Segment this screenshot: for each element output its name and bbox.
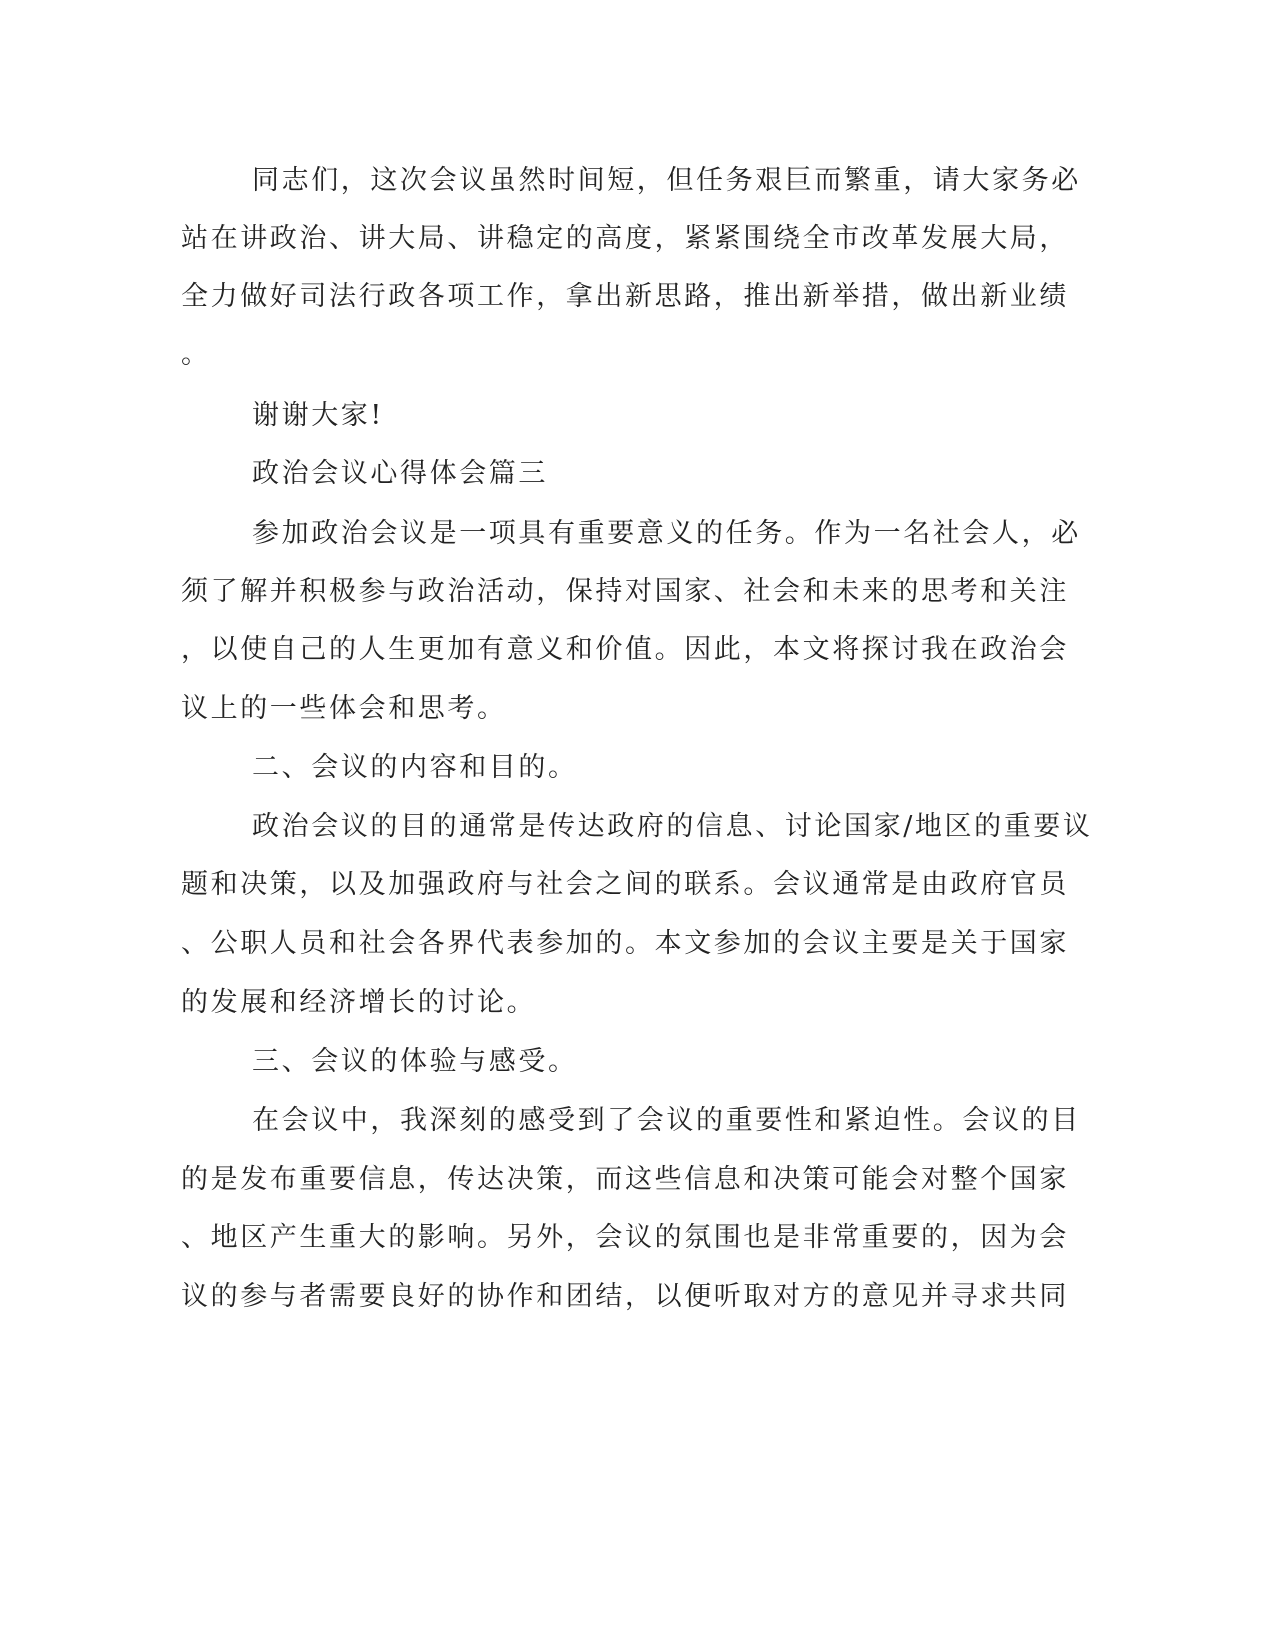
section-heading: 二、会议的内容和目的。	[252, 752, 578, 783]
paragraph-line: 同志们，这次会议虽然时间短，但任务艰巨而繁重，请大家务必	[252, 165, 1081, 196]
paragraph-line: 、公职人员和社会各界代表参加的。本文参加的会议主要是关于国家	[181, 928, 1069, 959]
paragraph-line: 题和决策，以及加强政府与社会之间的联系。会议通常是由政府官员	[181, 869, 1069, 900]
closing-thanks: 谢谢大家!	[252, 400, 384, 431]
paragraph-line: 全力做好司法行政各项工作，拿出新思路，推出新举措，做出新业绩	[181, 281, 1069, 312]
paragraph-line: 站在讲政治、讲大局、讲稳定的高度，紧紧围绕全市改革发展大局，	[181, 223, 1069, 254]
section-heading: 三、会议的体验与感受。	[252, 1046, 578, 1077]
section-title: 政治会议心得体会篇三	[252, 458, 548, 489]
paragraph-line: 在会议中，我深刻的感受到了会议的重要性和紧迫性。会议的目	[252, 1105, 1081, 1136]
paragraph-line: 的发展和经济增长的讨论。	[181, 987, 537, 1018]
paragraph-line: 议的参与者需要良好的协作和团结，以便听取对方的意见并寻求共同	[181, 1281, 1069, 1312]
paragraph-line: 参加政治会议是一项具有重要意义的任务。作为一名社会人，必	[252, 518, 1081, 549]
paragraph-line: 议上的一些体会和思考。	[181, 693, 507, 724]
paragraph-line: 。	[181, 339, 211, 370]
paragraph-line: ，以使自己的人生更加有意义和价值。因此，本文将探讨我在政治会	[181, 634, 1069, 665]
paragraph-line: 政治会议的目的通常是传达政府的信息、讨论国家/地区的重要议	[252, 811, 1093, 842]
paragraph-line: 须了解并积极参与政治活动，保持对国家、社会和未来的思考和关注	[181, 576, 1069, 607]
paragraph-line: 、地区产生重大的影响。另外，会议的氛围也是非常重要的，因为会	[181, 1222, 1069, 1253]
paragraph-line: 的是发布重要信息，传达决策，而这些信息和决策可能会对整个国家	[181, 1164, 1069, 1195]
